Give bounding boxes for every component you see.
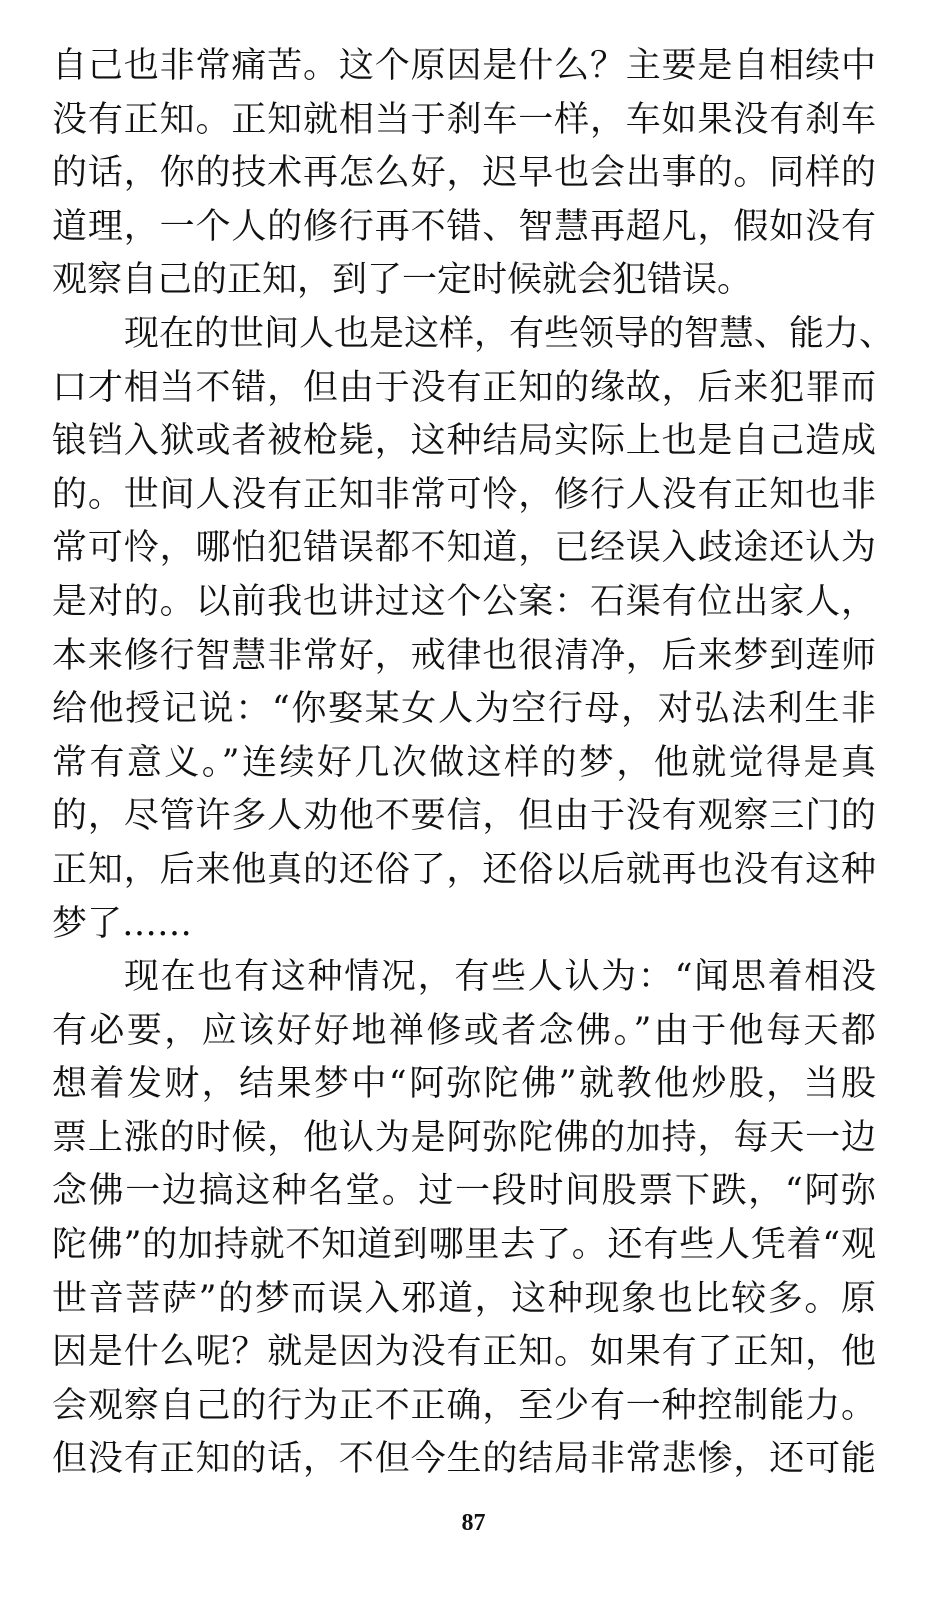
text-line: 想着发财，结果梦中“阿弥陀佛”就教他炒股，当股 xyxy=(52,1064,876,1105)
text-line: 正知，后来他真的还俗了，还俗以后就再也没有这种 xyxy=(52,849,876,890)
text-line: 给他授记说：“你娶某女人为空行母，对弘法利生非 xyxy=(52,689,876,730)
text-line: 现在也有这种情况，有些人认为：“闻思着相没 xyxy=(124,957,876,998)
text-line: 陀佛”的加持就不知道到哪里去了。还有些人凭着“观 xyxy=(52,1225,876,1266)
body-text xyxy=(52,40,895,1487)
text-line: 没有正知。正知就相当于刹车一样，车如果没有刹车 xyxy=(52,99,876,140)
text-line: 念佛一边搞这种名堂。过一段时间股票下跌，“阿弥 xyxy=(52,1171,876,1212)
text-line: 常可怜，哪怕犯错误都不知道，已经误入歧途还认为 xyxy=(52,528,876,569)
text-line: 梦了…… xyxy=(52,903,193,944)
text-line: 有必要，应该好好地禅修或者念佛。”由于他每天都 xyxy=(52,1010,876,1051)
text-line: 自己也非常痛苦。这个原因是什么？主要是自相续中 xyxy=(52,46,876,86)
text-line: 观察自己的正知，到了一定时候就会犯错误。 xyxy=(52,260,753,301)
text-line: 是对的。以前我也讲过这个公案：石渠有位出家人， xyxy=(52,581,876,622)
text-line: 常有意义。”连续好几次做这样的梦，他就觉得是真 xyxy=(52,742,876,783)
text-line: 现在的世间人也是这样，有些领导的智慧、能力、 xyxy=(124,313,895,354)
text-line: 的话，你的技术再怎么好，迟早也会出事的。同样的 xyxy=(52,153,876,194)
text-line: 因是什么呢？就是因为没有正知。如果有了正知，他 xyxy=(52,1332,876,1373)
page-number: 87 xyxy=(461,1510,486,1536)
text-line: 道理，一个人的修行再不错、智慧再超凡，假如没有 xyxy=(52,206,876,247)
text-line: 但没有正知的话，不但今生的结局非常悲惨，还可能 xyxy=(52,1439,876,1480)
text-line: 的。世间人没有正知非常可怜，修行人没有正知也非 xyxy=(52,474,876,515)
text-line: 本来修行智慧非常好，戒律也很清净，后来梦到莲师 xyxy=(52,635,876,676)
text-line: 锒铛入狱或者被枪毙，这种结局实际上也是自己造成 xyxy=(52,421,876,462)
text-line: 的，尽管许多人劝他不要信，但由于没有观察三门的 xyxy=(52,796,876,837)
text-line: 世音菩萨”的梦而误入邪道，这种现象也比较多。原 xyxy=(52,1278,876,1319)
text-line: 票上涨的时候，他认为是阿弥陀佛的加持，每天一边 xyxy=(52,1117,876,1158)
text-line: 口才相当不错，但由于没有正知的缘故，后来犯罪而 xyxy=(52,367,876,408)
text-line: 会观察自己的行为正不正确，至少有一种控制能力。 xyxy=(52,1385,876,1426)
